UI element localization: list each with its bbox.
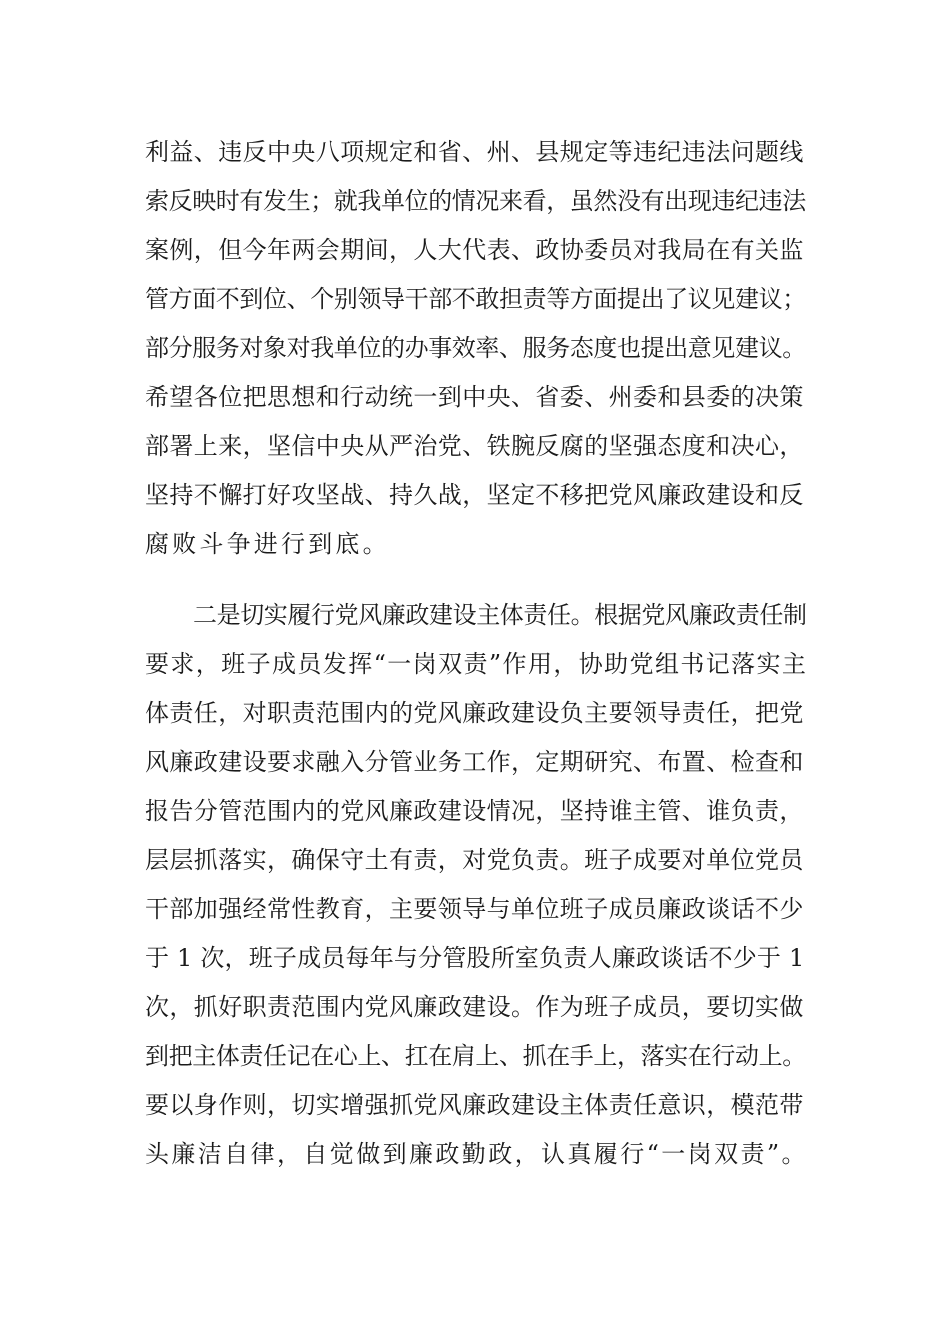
- paragraph-line: 索反映时有发生；就我单位的情况来看，虽然没有出现违纪违法: [145, 187, 806, 215]
- paragraph-line: 于 1 次，班子成员每年与分管股所室负责人廉政谈话不少于 1: [145, 944, 805, 972]
- paragraph-line: 干部加强经常性教育，主要领导与单位班子成员廉政谈话不少: [145, 895, 804, 923]
- paragraph-line: 风廉政建设要求融入分管业务工作，定期研究、布置、检查和: [145, 748, 804, 776]
- paragraph-line: 腐败斗争进行到底。: [145, 530, 390, 558]
- paragraph-line: 体责任，对职责范围内的党风廉政建设负主要领导责任，把党: [145, 699, 804, 727]
- paragraph-line: 到把主体责任记在心上、扛在肩上、抓在手上，落实在行动上。: [145, 1042, 806, 1070]
- paragraph-line: 二是切实履行党风廉政建设主体责任。根据党风廉政责任制: [193, 601, 807, 629]
- paragraph-line: 要求，班子成员发挥“一岗双责”作用，协助党组书记落实主: [145, 650, 808, 678]
- paragraph-line: 层层抓落实，确保守土有责，对党负责。班子成要对单位党员: [145, 846, 804, 874]
- paragraph-line: 报告分管范围内的党风廉政建设情况，坚持谁主管、谁负责，: [145, 797, 804, 825]
- paragraph-line: 利益、违反中央八项规定和省、州、县规定等违纪违法问题线: [145, 138, 804, 166]
- paragraph-line: 部署上来，坚信中央从严治党、铁腕反腐的坚强态度和决心，: [145, 432, 804, 460]
- paragraph-line: 部分服务对象对我单位的办事效率、服务态度也提出意见建议。: [145, 334, 806, 362]
- paragraph-line: 要以身作则，切实增强抓党风廉政建设主体责任意识，模范带: [145, 1091, 804, 1119]
- paragraph-line: 希望各位把思想和行动统一到中央、省委、州委和县委的决策: [145, 383, 804, 411]
- paragraph-line: 案例，但今年两会期间，人大代表、政协委员对我局在有关监: [145, 236, 804, 264]
- paragraph-line: 头廉洁自律，自觉做到廉政勤政，认真履行“一岗双责”。: [145, 1140, 808, 1168]
- paragraph-line: 次，抓好职责范围内党风廉政建设。作为班子成员，要切实做: [145, 993, 804, 1021]
- paragraph-line: 坚持不懈打好攻坚战、持久战，坚定不移把党风廉政建设和反: [145, 481, 804, 509]
- paragraph-line: 管方面不到位、个别领导干部不敢担责等方面提出了议见建议；: [145, 285, 806, 313]
